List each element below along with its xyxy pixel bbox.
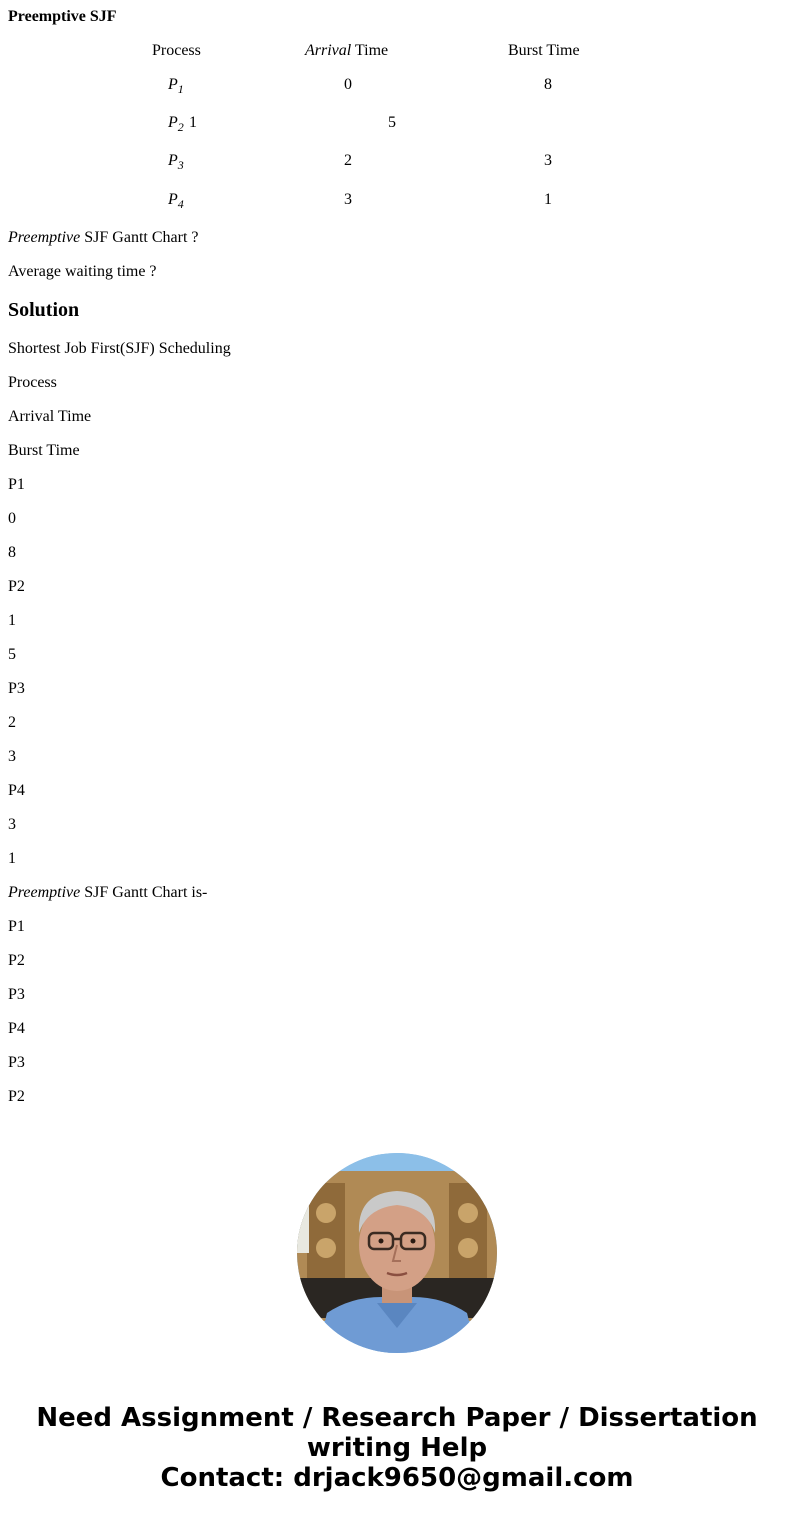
gantt-item: P2 — [8, 1088, 25, 1105]
gantt-item: P3 — [8, 1054, 25, 1071]
solution-line: 2 — [8, 714, 16, 731]
gantt-question-italic: Preemptive — [8, 229, 81, 246]
gantt-item: P3 — [8, 986, 25, 1003]
solution-line: 0 — [8, 510, 16, 527]
header-arrival-italic: Arrival — [305, 42, 352, 59]
table-row-2-arrival: 1 — [189, 114, 197, 131]
row-1-p: P — [168, 76, 178, 93]
solution-line: P2 — [8, 578, 25, 595]
row-2-sub: 2 — [177, 120, 184, 134]
table-row-1-arrival: 0 — [344, 76, 352, 93]
table-row-4-arrival: 3 — [344, 191, 352, 208]
promo-banner — [0, 1403, 794, 1493]
table-row-2-process — [168, 113, 184, 133]
solution-line: 1 — [8, 612, 16, 629]
tutor-photo-illustration — [297, 1153, 497, 1353]
solution-line: P1 — [8, 476, 25, 493]
row-3-sub: 3 — [177, 158, 184, 172]
promo-line-1: Need Assignment / Research Paper / Dissertation — [36, 1403, 758, 1433]
gantt-question — [8, 228, 198, 248]
solution-line: Burst Time — [8, 442, 80, 459]
header-burst: Burst Time — [508, 42, 580, 59]
table-row-2-burst: 5 — [388, 114, 396, 131]
table-row-1-burst: 8 — [544, 76, 552, 93]
gantt-item: P4 — [8, 1020, 25, 1037]
solution-line: 3 — [8, 748, 16, 765]
solution-line: 8 — [8, 544, 16, 561]
table-row-4-process — [168, 190, 184, 210]
solution-heading: Solution — [8, 299, 80, 321]
header-process: Process — [152, 42, 201, 59]
avg-waiting-question: Average waiting time ? — [8, 263, 157, 280]
header-arrival-rest: Time — [351, 42, 389, 59]
question-title: Preemptive SJF — [8, 8, 117, 25]
solution-line: 1 — [8, 850, 16, 867]
table-row-4-burst: 1 — [544, 191, 552, 208]
header-arrival — [305, 41, 388, 61]
row-4-sub: 4 — [177, 197, 184, 211]
solution-line: Process — [8, 374, 57, 391]
gantt-item: P1 — [8, 918, 25, 935]
solution-line: P4 — [8, 782, 25, 799]
tutor-photo — [297, 1153, 497, 1353]
gantt-answer-italic: Preemptive — [8, 884, 81, 901]
gantt-answer-rest: SJF Gantt Chart is- — [80, 884, 208, 901]
promo-line-2: writing Help — [306, 1433, 488, 1463]
table-row-3-arrival: 2 — [344, 152, 352, 169]
solution-line: P3 — [8, 680, 25, 697]
row-2-p: P — [168, 114, 178, 131]
gantt-answer-label — [8, 883, 207, 903]
row-3-p: P — [168, 152, 178, 169]
table-row-3-process — [168, 151, 184, 171]
gantt-item: P2 — [8, 952, 25, 969]
row-4-p: P — [168, 191, 178, 208]
promo-contact: Contact: drjack9650@gmail.com — [160, 1463, 634, 1493]
row-1-sub: 1 — [177, 82, 184, 96]
solution-line: 5 — [8, 646, 16, 663]
solution-line: Shortest Job First(SJF) Scheduling — [8, 340, 231, 357]
table-row-1-process — [168, 75, 184, 95]
gantt-question-rest: SJF Gantt Chart ? — [80, 229, 199, 246]
solution-line: Arrival Time — [8, 408, 92, 425]
solution-line: 3 — [8, 816, 16, 833]
table-row-3-burst: 3 — [544, 152, 552, 169]
